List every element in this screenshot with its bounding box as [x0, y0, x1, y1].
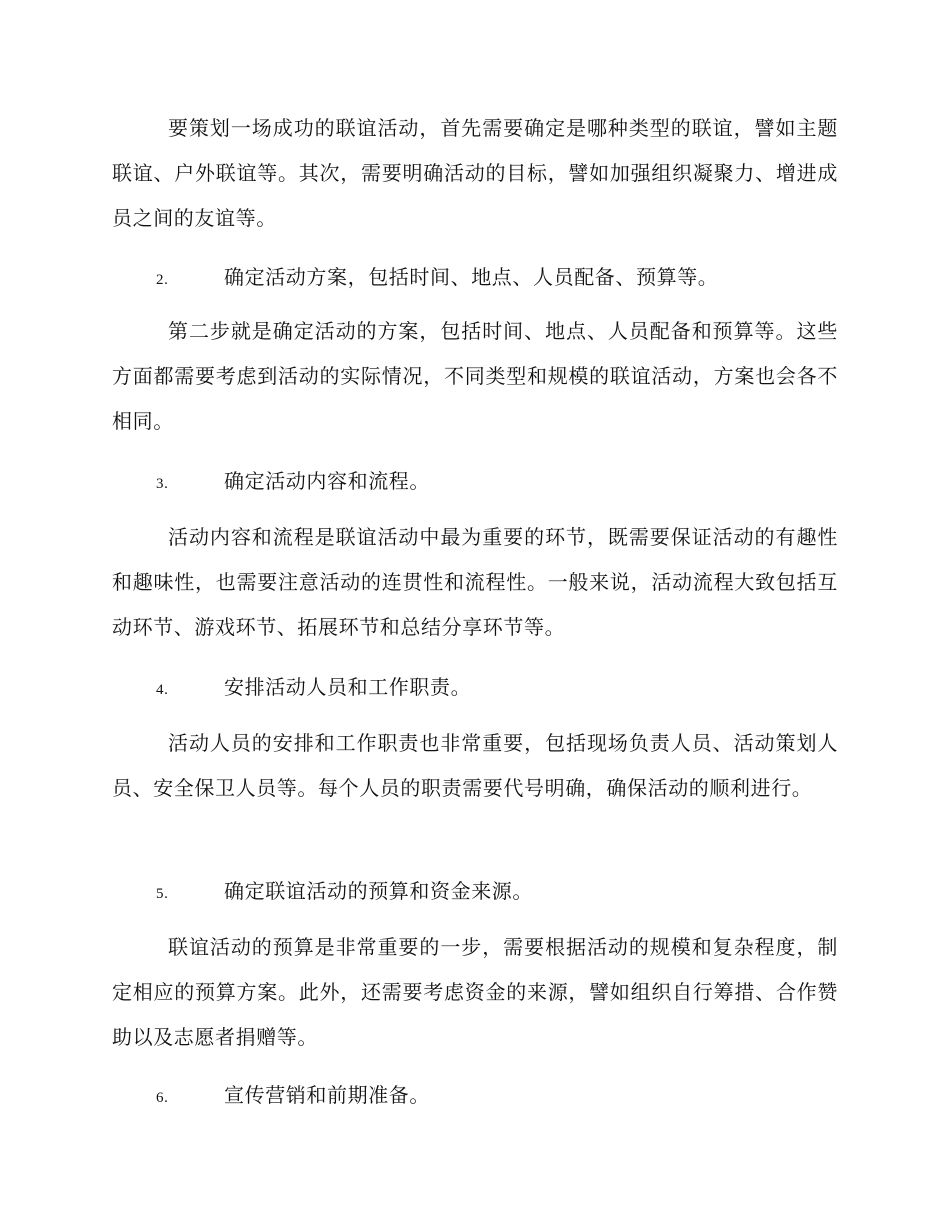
list-number: 2. — [156, 272, 169, 288]
paragraph-intro: 要策划一场成功的联谊活动，首先需要确定是哪种类型的联谊，譬如主题联谊、户外联谊等。其次，需要明确活动的目标，譬如加强组织凝聚力、增进成员之间的友谊等。 — [112, 116, 838, 230]
list-number: 5. — [156, 886, 169, 902]
paragraph-plan: 第二步就是确定活动的方案，包括时间、地点、人员配备和预算等。这些方面都需要考虑到活动的实际情况，不同类型和规模的联谊活动，方案也会各不相同。 — [112, 319, 838, 433]
list-number: 4. — [156, 682, 169, 698]
list-heading-2 — [156, 262, 718, 295]
list-heading-text: 确定活动方案，包括时间、地点、人员配备、预算等。 — [224, 265, 719, 289]
list-heading-text: 安排活动人员和工作职责。 — [224, 675, 472, 699]
paragraph-content-flow: 活动内容和流程是联谊活动中最为重要的环节，既需要保证活动的有趣性和趣味性，也需要注意活动的连贯性和流程性。一般来说，活动流程大致包括互动环节、游戏环节、拓展环节和总结分享环节等。 — [112, 525, 838, 639]
list-number: 3. — [156, 476, 169, 492]
paragraph-staffing: 活动人员的安排和工作职责也非常重要，包括现场负责人员、活动策划人员、安全保卫人员等。每个人员的职责需要代号明确，确保活动的顺利进行。 — [112, 731, 838, 800]
list-heading-5 — [156, 876, 533, 909]
list-heading-4 — [156, 672, 471, 705]
list-heading-3 — [156, 466, 430, 499]
list-heading-6 — [156, 1080, 430, 1113]
list-heading-text: 宣传营销和前期准备。 — [224, 1083, 430, 1107]
list-number: 6. — [156, 1090, 169, 1106]
paragraph-budget: 联谊活动的预算是非常重要的一步，需要根据活动的规模和复杂程度，制定相应的预算方案。此外，还需要考虑资金的来源，譬如组织自行筹措、合作赞助以及志愿者捐赠等。 — [112, 935, 838, 1049]
list-heading-text: 确定联谊活动的预算和资金来源。 — [224, 879, 533, 903]
list-heading-text: 确定活动内容和流程。 — [224, 469, 430, 493]
